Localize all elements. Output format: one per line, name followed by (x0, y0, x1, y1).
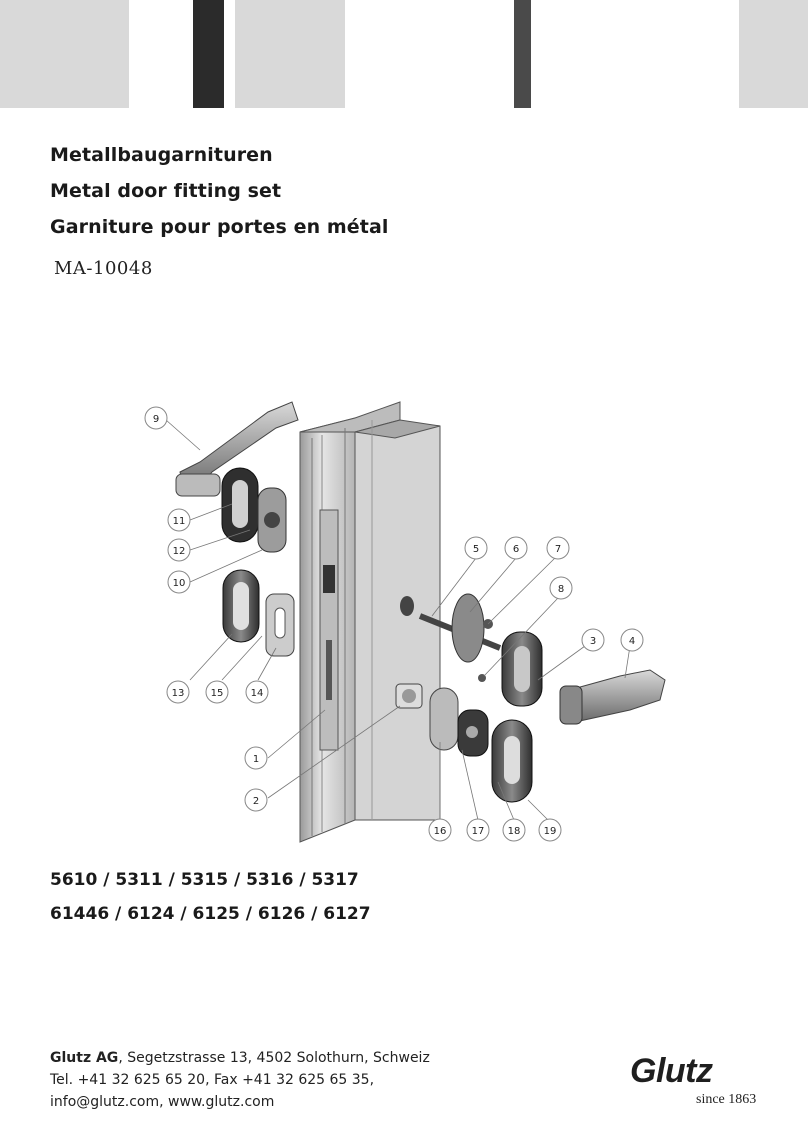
model-numbers-line-1: 5610 / 5311 / 5315 / 5316 / 5317 (50, 870, 359, 890)
svg-text:12: 12 (172, 546, 186, 557)
callout-14 (246, 681, 268, 703)
footer-address-text: , Segetzstrasse 13, 4502 Solothurn, Schweiz (118, 1050, 430, 1066)
footer-address (50, 1048, 430, 1069)
svg-text:15: 15 (210, 688, 224, 699)
svg-text:18: 18 (507, 826, 521, 837)
exploded-diagram (0, 380, 808, 850)
header-band-5 (739, 0, 808, 108)
callout-2 (245, 789, 267, 811)
model-numbers-line-2: 61446 / 6124 / 6125 / 6126 / 6127 (50, 904, 371, 924)
title-english: Metal door fitting set (50, 180, 282, 202)
callout-3 (582, 629, 604, 651)
rosette-plate-set (223, 570, 294, 656)
callout-19 (539, 819, 561, 841)
rosette-outer (502, 632, 542, 706)
svg-text:11: 11 (172, 516, 186, 527)
svg-text:10: 10 (172, 578, 186, 589)
header-band-3 (235, 0, 345, 108)
document-number: MA-10048 (54, 258, 153, 279)
svg-text:1: 1 (252, 754, 260, 765)
footer-web: info@glutz.com, www.glutz.com (50, 1094, 275, 1110)
handle-outer (560, 670, 665, 724)
svg-text:13: 13 (171, 688, 185, 699)
callout-15 (206, 681, 228, 703)
svg-text:16: 16 (433, 826, 447, 837)
header-band-4 (514, 0, 531, 108)
callout-9 (145, 407, 167, 429)
callout-16 (429, 819, 451, 841)
svg-text:3: 3 (589, 636, 597, 647)
callout-7 (547, 537, 569, 559)
title-french: Garniture pour portes en métal (50, 216, 389, 238)
callout-11 (168, 509, 190, 531)
door-profile (300, 402, 440, 842)
footer-phone: Tel. +41 32 625 65 20, Fax +41 32 625 65 35, (50, 1072, 375, 1088)
svg-text:8: 8 (557, 584, 565, 595)
rosette-inner (222, 468, 286, 552)
header-band-2 (193, 0, 224, 108)
callout-18 (503, 819, 525, 841)
cylinder (396, 684, 422, 708)
callout-5 (465, 537, 487, 559)
svg-text:4: 4 (628, 636, 636, 647)
callout-10 (168, 571, 190, 593)
svg-text:7: 7 (554, 544, 562, 555)
svg-text:6: 6 (512, 544, 520, 555)
svg-text:2: 2 (252, 796, 260, 807)
svg-text:14: 14 (250, 688, 264, 699)
svg-text:19: 19 (543, 826, 557, 837)
callout-8 (550, 577, 572, 599)
svg-text:9: 9 (152, 414, 160, 425)
svg-text:17: 17 (471, 826, 485, 837)
callout-4 (621, 629, 643, 651)
header-band-1 (0, 0, 129, 108)
footer-company: Glutz AG (50, 1050, 119, 1066)
callout-17 (467, 819, 489, 841)
title-german: Metallbaugarnituren (50, 144, 273, 166)
since-text: since 1863 (696, 1092, 757, 1107)
glutz-logo: Glutz (630, 1052, 713, 1090)
callout-12 (168, 539, 190, 561)
callout-13 (167, 681, 189, 703)
callout-1 (245, 747, 267, 769)
callout-6 (505, 537, 527, 559)
svg-text:5: 5 (472, 544, 480, 555)
